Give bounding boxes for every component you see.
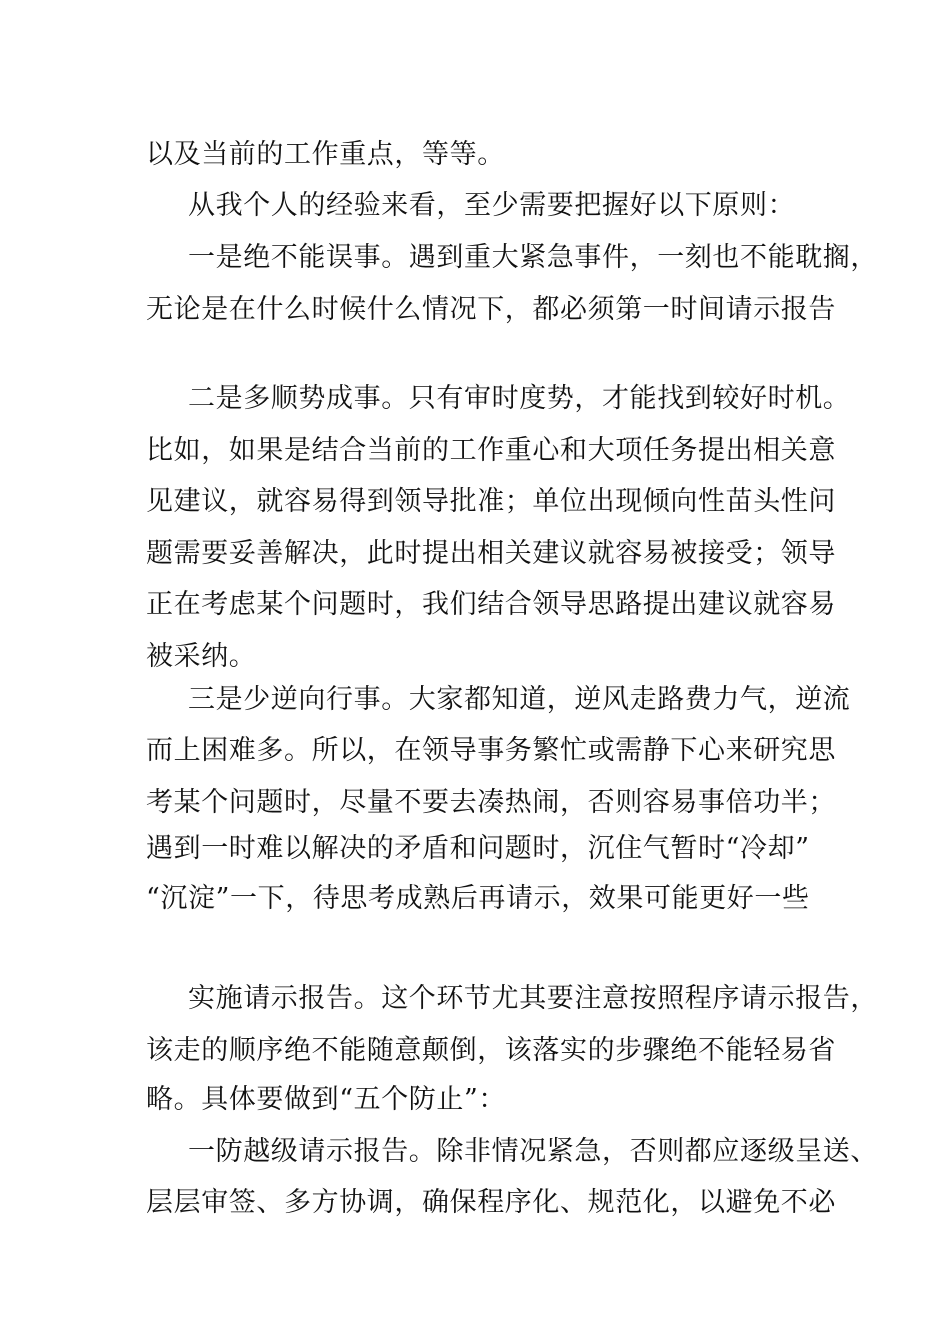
text-line: 层层审签、多方协调，确保程序化、规范化，以避免不必 xyxy=(146,1187,836,1218)
text-line: 而上困难多。所以，在领导事务繁忙或需静下心来研究思 xyxy=(146,735,836,766)
text-line: 无论是在什么时候什么情况下，都必须第一时间请示报告 xyxy=(146,294,836,325)
paragraph-start: 一防越级请示报告。除非情况紧急，否则都应逐级呈送、 xyxy=(188,1136,878,1167)
text-line: 题需要妥善解决，此时提出相关建议就容易被接受；领导 xyxy=(146,538,836,569)
text-line: 遇到一时难以解决的矛盾和问题时，沉住气暂时“冷却” xyxy=(146,833,810,864)
paragraph-start: 三是少逆向行事。大家都知道，逆风走路费力气，逆流 xyxy=(188,684,851,715)
text-line: 比如，如果是结合当前的工作重心和大项任务提出相关意 xyxy=(146,435,836,466)
paragraph-start: 二是多顺势成事。只有审时度势，才能找到较好时机。 xyxy=(188,383,851,414)
text-line: 正在考虑某个问题时，我们结合领导思路提出建议就容易 xyxy=(146,589,836,620)
text-line: 该走的顺序绝不能随意颠倒，该落实的步骤绝不能轻易省 xyxy=(146,1035,836,1066)
text-line: 以及当前的工作重点，等等。 xyxy=(146,139,505,170)
paragraph-start: 实施请示报告。这个环节尤其要注意按照程序请示报告， xyxy=(188,983,878,1014)
text-line: 被采纳。 xyxy=(146,641,257,672)
text-line: 考某个问题时，尽量不要去凑热闹，否则容易事倍功半； xyxy=(146,787,836,818)
text-line: “沉淀”一下，待思考成熟后再请示，效果可能更好一些 xyxy=(146,883,810,914)
paragraph-start: 从我个人的经验来看，至少需要把握好以下原则： xyxy=(188,190,796,221)
text-line: 略。具体要做到“五个防止”： xyxy=(146,1084,507,1115)
paragraph-start: 一是绝不能误事。遇到重大紧急事件，一刻也不能耽搁， xyxy=(188,242,878,273)
text-line: 见建议，就容易得到领导批准；单位出现倾向性苗头性问 xyxy=(146,486,836,517)
